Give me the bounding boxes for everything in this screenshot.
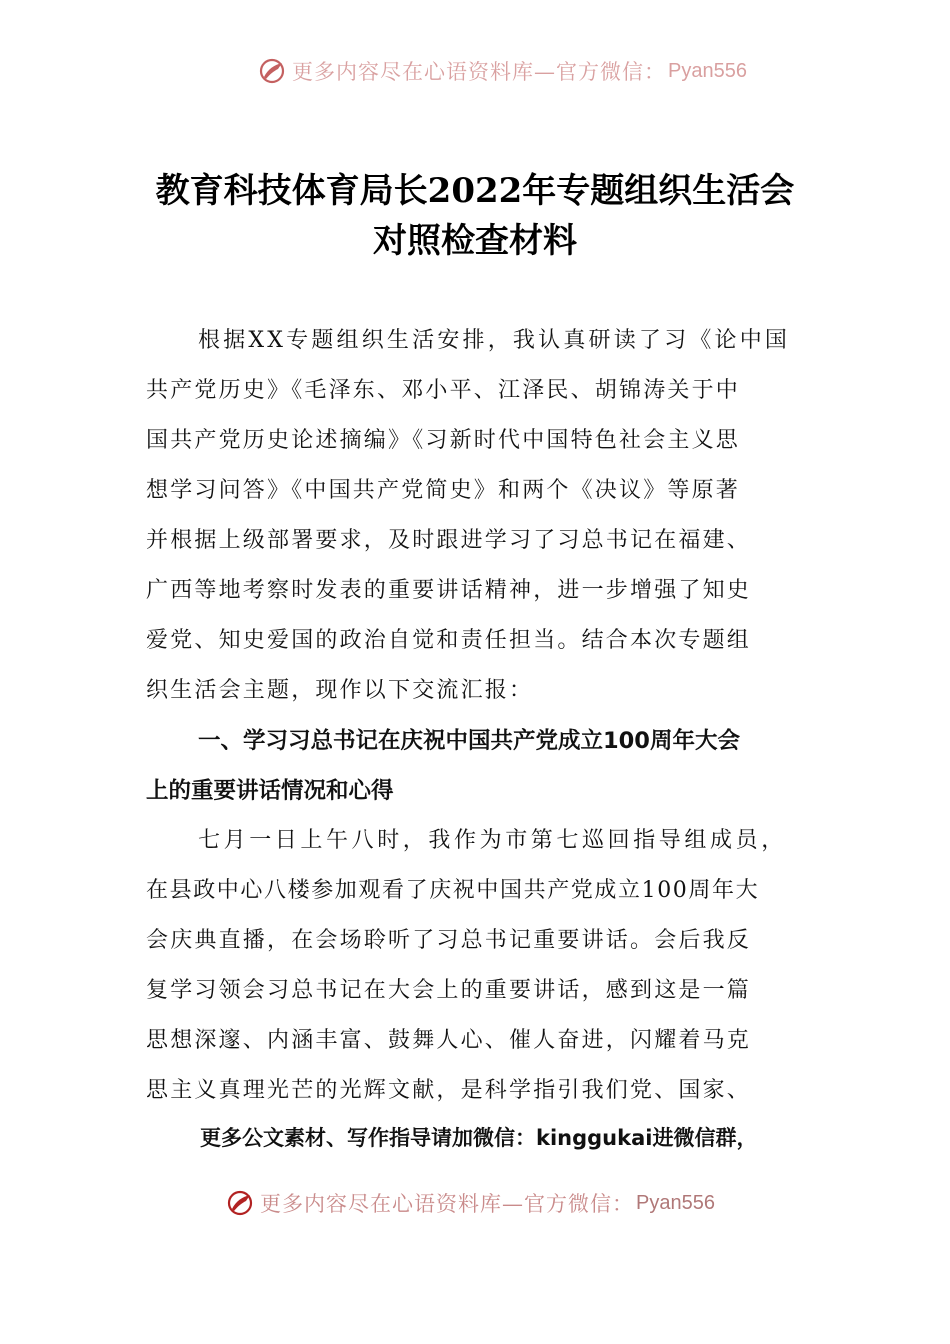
- footer-promo-note: 更多公文素材、写作指导请加微信：kinggukai进微信群，: [200, 1126, 758, 1150]
- paragraph2-line: 思主义真理光芒的光辉文献，是科学指引我们党、国家、: [146, 1078, 752, 1103]
- logo-icon: [258, 57, 286, 85]
- document-title-line1: 教育科技体育局长2022年专题组织生活会: [155, 171, 795, 211]
- paragraph2-line: 七月一日上午八时，我作为市第七巡回指导组成员，: [198, 828, 787, 853]
- paragraph1-line: 国共产党历史论述摘编》《习新时代中国特色社会主义思: [146, 428, 741, 453]
- paragraph2-line: 在县政中心八楼参加观看了庆祝中国共产党成立100周年大: [146, 878, 760, 903]
- bottom-watermark: [226, 1188, 715, 1218]
- paragraph2-line: 会庆典直播，在会场聆听了习总书记重要讲话。会后我反: [146, 928, 752, 953]
- document-body: [146, 316, 806, 1116]
- paragraph1-line: 并根据上级部署要求，及时跟进学习了习总书记在福建、: [146, 528, 752, 553]
- section-heading-line: 上的重要讲话情况和心得: [146, 778, 394, 804]
- paragraph1-line: 广西等地考察时发表的重要讲话精神，进一步增强了知史: [146, 578, 752, 603]
- watermark-brand-text: 更多内容尽在心语资料库—官方微信：: [292, 60, 666, 84]
- watermark-wechat-id: Pyan556: [668, 59, 747, 82]
- top-watermark: [258, 56, 747, 86]
- paragraph1-line: 织生活会主题，现作以下交流汇报：: [146, 678, 534, 703]
- document-title-line2: 对照检查材料: [373, 221, 577, 261]
- logo-icon: [226, 1189, 254, 1217]
- paragraph2-line: 思想深邃、内涵丰富、鼓舞人心、催人奋进，闪耀着马克: [146, 1028, 752, 1053]
- watermark-wechat-id: Pyan556: [636, 1191, 715, 1214]
- paragraph1-line: 共产党历史》《毛泽东、邓小平、江泽民、胡锦涛关于中: [146, 378, 741, 403]
- paragraph1-line: 根据XX专题组织生活安排，我认真研读了习《论中国: [198, 328, 791, 353]
- section-heading-line: 一、学习习总书记在庆祝中国共产党成立100周年大会: [198, 728, 740, 754]
- paragraph1-line: 爱党、知史爱国的政治自觉和责任担当。结合本次专题组: [146, 628, 752, 653]
- paragraph1-line: 想学习问答》《中国共产党简史》和两个《决议》等原著: [146, 478, 741, 503]
- watermark-brand-text: 更多内容尽在心语资料库—官方微信：: [260, 1192, 634, 1216]
- paragraph2-line: 复学习领会习总书记在大会上的重要讲话，感到这是一篇: [146, 978, 752, 1003]
